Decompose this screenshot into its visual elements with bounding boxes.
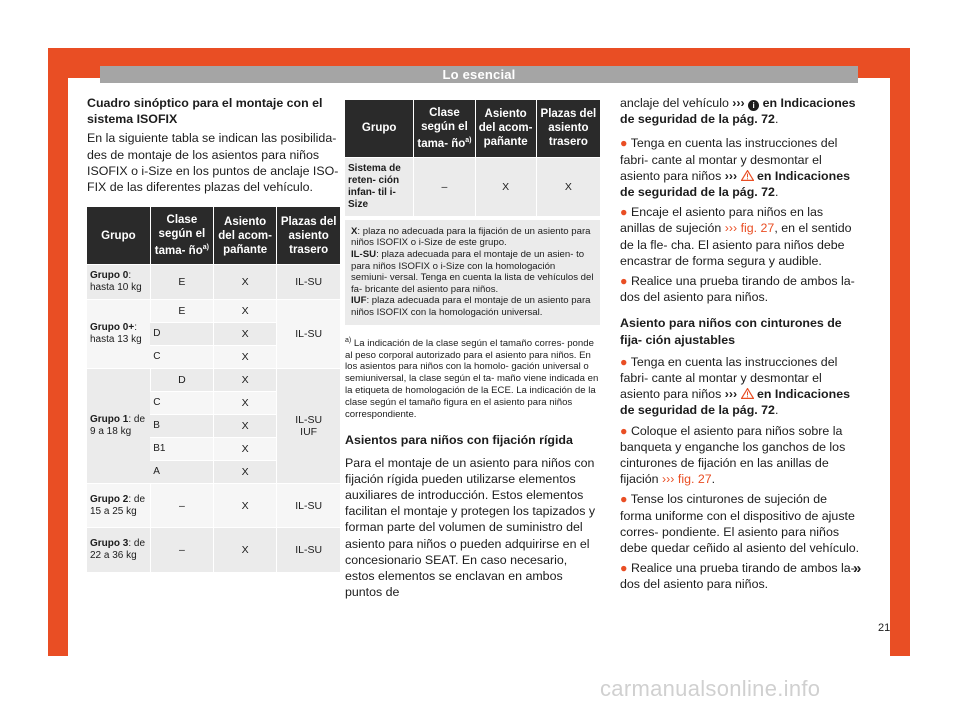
class-cell: E <box>150 265 213 300</box>
group-cell: Grupo 3: de 22 a 36 kg <box>87 528 150 572</box>
list-item: ● Encaje el asiento para niños en las anillas de sujeción ››› fig. 27, en el sentido de la fle- cha. El asiento para niños debe encastrar de forma segura y audible. <box>620 205 852 268</box>
safety-ref-link[interactable]: en Indicaciones de seguridad de la pág. 72 <box>620 387 850 418</box>
passenger-cell: X <box>214 300 277 323</box>
rear-cell: X <box>536 157 600 216</box>
group-cell: Sistema de reten- ción infan- til i-Size <box>345 157 414 216</box>
class-cell: – <box>150 484 213 528</box>
continuation-paragraph: anclaje del vehículo ››› i en Indicaciones de seguridad de la pág. 72. <box>620 96 856 127</box>
bullet-icon: ● <box>620 205 628 220</box>
group-cell: Grupo 0+: hasta 13 kg <box>87 300 150 369</box>
list-item: ● Coloque el asiento para niños sobre la banqueta y enganche los ganchos de los cinturones de fijación en las anillas de fijación ››› fig. 27. <box>620 423 846 487</box>
th-group: Grupo <box>345 100 414 157</box>
isize-table <box>345 100 600 216</box>
table-row <box>87 528 340 572</box>
class-cell: D <box>150 369 213 392</box>
th-passenger: Asiento del acom- pañante <box>214 207 277 264</box>
group-cell: Grupo 0: hasta 10 kg <box>87 265 150 300</box>
group-cell: Grupo 2: de 15 a 25 kg <box>87 484 150 528</box>
warning-icon <box>741 170 754 181</box>
safety-ref-link[interactable]: en Indicaciones de seguridad de la pág. 72 <box>620 96 856 127</box>
class-cell: B1 <box>150 438 213 461</box>
table-header-row <box>87 207 340 264</box>
class-cell: B <box>150 415 213 438</box>
rear-cell: IL-SU IUF <box>277 369 340 484</box>
table-row <box>87 369 340 392</box>
class-cell: D <box>150 323 213 346</box>
passenger-cell: X <box>214 461 277 484</box>
isofix-table <box>87 207 340 571</box>
column-1 <box>87 95 340 572</box>
th-group: Grupo <box>87 207 150 264</box>
passenger-cell: X <box>214 438 277 461</box>
passenger-cell: X <box>475 157 536 216</box>
class-cell: C <box>150 392 213 415</box>
watermark-text: carmanualsonline.info <box>600 676 821 701</box>
list-item: ● Tense los cinturones de sujeción de forma uniforme con el dispositivo de ajuste corres- pondiente. El asiento para niños debe quedar ceñido al asiento del vehículo. <box>620 492 860 556</box>
bullet-icon: ● <box>620 423 628 438</box>
table-footnote: $^{a)}$ La indicación de la clase según el tamaño corres- ponde al peso corporal autorizado para el asiento para niños. En los asientos para niños con la homolo- gación universal o semiuniversal, la clase según el ta- maño viene indicada en la etiqueta de homologación de la ECE. La indicación de la clase según el tamaño figura en el asiento para niños correspondiente. <box>345 336 599 420</box>
page-number: 21 <box>878 622 891 634</box>
class-cell: A <box>150 461 213 484</box>
th-rear: Plazas del asiento trasero <box>277 207 340 264</box>
passenger-cell: X <box>214 369 277 392</box>
th-rear: Plazas del asiento trasero <box>536 100 600 157</box>
rigid-section-heading: Asientos para niños con fijación rígida <box>345 433 573 448</box>
rear-cell: IL-SU <box>277 484 340 528</box>
column-2 <box>345 100 600 606</box>
safety-ref-link[interactable]: en Indicaciones de seguridad de la pág. 72 <box>620 168 850 200</box>
list-item: ● Realice una prueba tirando de ambos la- dos del asiento para niños. <box>620 274 855 305</box>
adjustable-belts-heading: Asiento para niños con cinturones de fija- ción ajustables <box>620 316 842 347</box>
section-header: Lo esencial <box>100 66 858 83</box>
figure-ref-link[interactable]: fig. 27 <box>677 472 712 487</box>
th-class: Clase según el tama- $ño^{a)}$ <box>414 100 475 157</box>
table-row <box>87 484 340 528</box>
list-item: ● Tenga en cuenta las instrucciones del fabri- cante al montar y desmontar el asiento para niños ››› en Indicaciones de seguridad de la pág. 72. <box>620 136 850 200</box>
bullet-icon: ● <box>620 354 628 369</box>
bullet-icon: ● <box>620 561 628 576</box>
passenger-cell: X <box>214 346 277 369</box>
rear-cell: IL-SU <box>277 300 340 369</box>
legend-x: X: plaza no adecuada para la fijación de un asiento para niños ISOFIX o i-Size de este grupo. <box>351 225 591 249</box>
class-cell: – <box>150 528 213 572</box>
passenger-cell: X <box>214 484 277 528</box>
table-header-row <box>345 100 600 157</box>
rear-cell: IL-SU <box>277 265 340 300</box>
passenger-cell: X <box>214 265 277 300</box>
class-cell: – <box>414 157 475 216</box>
passenger-cell: X <box>214 528 277 572</box>
th-passenger: Asiento del acom- pañante <box>475 100 536 157</box>
legend-ilsu: IL-SU: plaza adecuada para el montaje de un asien- to para niños ISOFIX o i-Size con la homologación semiuni- versal. Tenga en cuenta la lista de vehículos del fa- bricante del asiento para niños. <box>351 249 594 295</box>
rigid-section-text: Para el montaje de un asiento para niños con fijación rígida pueden utilizarse elementos auxiliares de introducción. Estos elementos facilitan el montaje y protegen los tapizados y forman parte del volumen de suministro del asiento para niños o pueden adquirirse en el concesionario SEAT. En caso necesario, estos elementos se enclavan en ambos puntos de <box>345 455 596 600</box>
th-class: Clase según el tama- $ño^{a)}$ <box>150 207 213 264</box>
continue-marker: » <box>853 560 862 577</box>
passenger-cell: X <box>214 392 277 415</box>
legend-iuf: IUF: plaza adecuada para el montaje de un asiento para niños ISOFIX con la homologación universal. <box>351 295 591 318</box>
bullet-icon: ● <box>620 136 628 151</box>
group-cell: Grupo 1: de 9 a 18 kg <box>87 369 150 484</box>
table-legend <box>345 220 600 325</box>
passenger-cell: X <box>214 415 277 438</box>
table-row <box>87 265 340 300</box>
column-3 <box>620 95 860 597</box>
warning-icon <box>741 388 754 399</box>
table-row <box>345 157 600 216</box>
figure-ref-link[interactable]: fig. 27 <box>740 221 775 236</box>
list-item: ● Tenga en cuenta las instrucciones del fabri- cante al montar y desmontar el asiento para niños ››› en Indicaciones de seguridad de la pág. 72. <box>620 354 850 418</box>
class-cell: E <box>150 300 213 323</box>
class-cell: C <box>150 346 213 369</box>
list-item: ● Realice una prueba tirando de ambos la- dos del asiento para niños. <box>620 561 855 592</box>
bullet-icon: ● <box>620 274 628 289</box>
passenger-cell: X <box>214 323 277 346</box>
isofix-intro: En la siguiente tabla se indican las posibilida- des de montaje de los asientos para niños ISOFIX o i-Size en los puntos de anclaje ISO- FIX de las diferentes plazas del vehículo. <box>87 131 339 195</box>
table-row <box>87 300 340 323</box>
isofix-heading: Cuadro sinóptico para el montaje con el sistema ISOFIX <box>87 96 323 127</box>
rear-cell: IL-SU <box>277 528 340 572</box>
info-icon: i <box>748 100 759 111</box>
bullet-icon: ● <box>620 492 628 507</box>
